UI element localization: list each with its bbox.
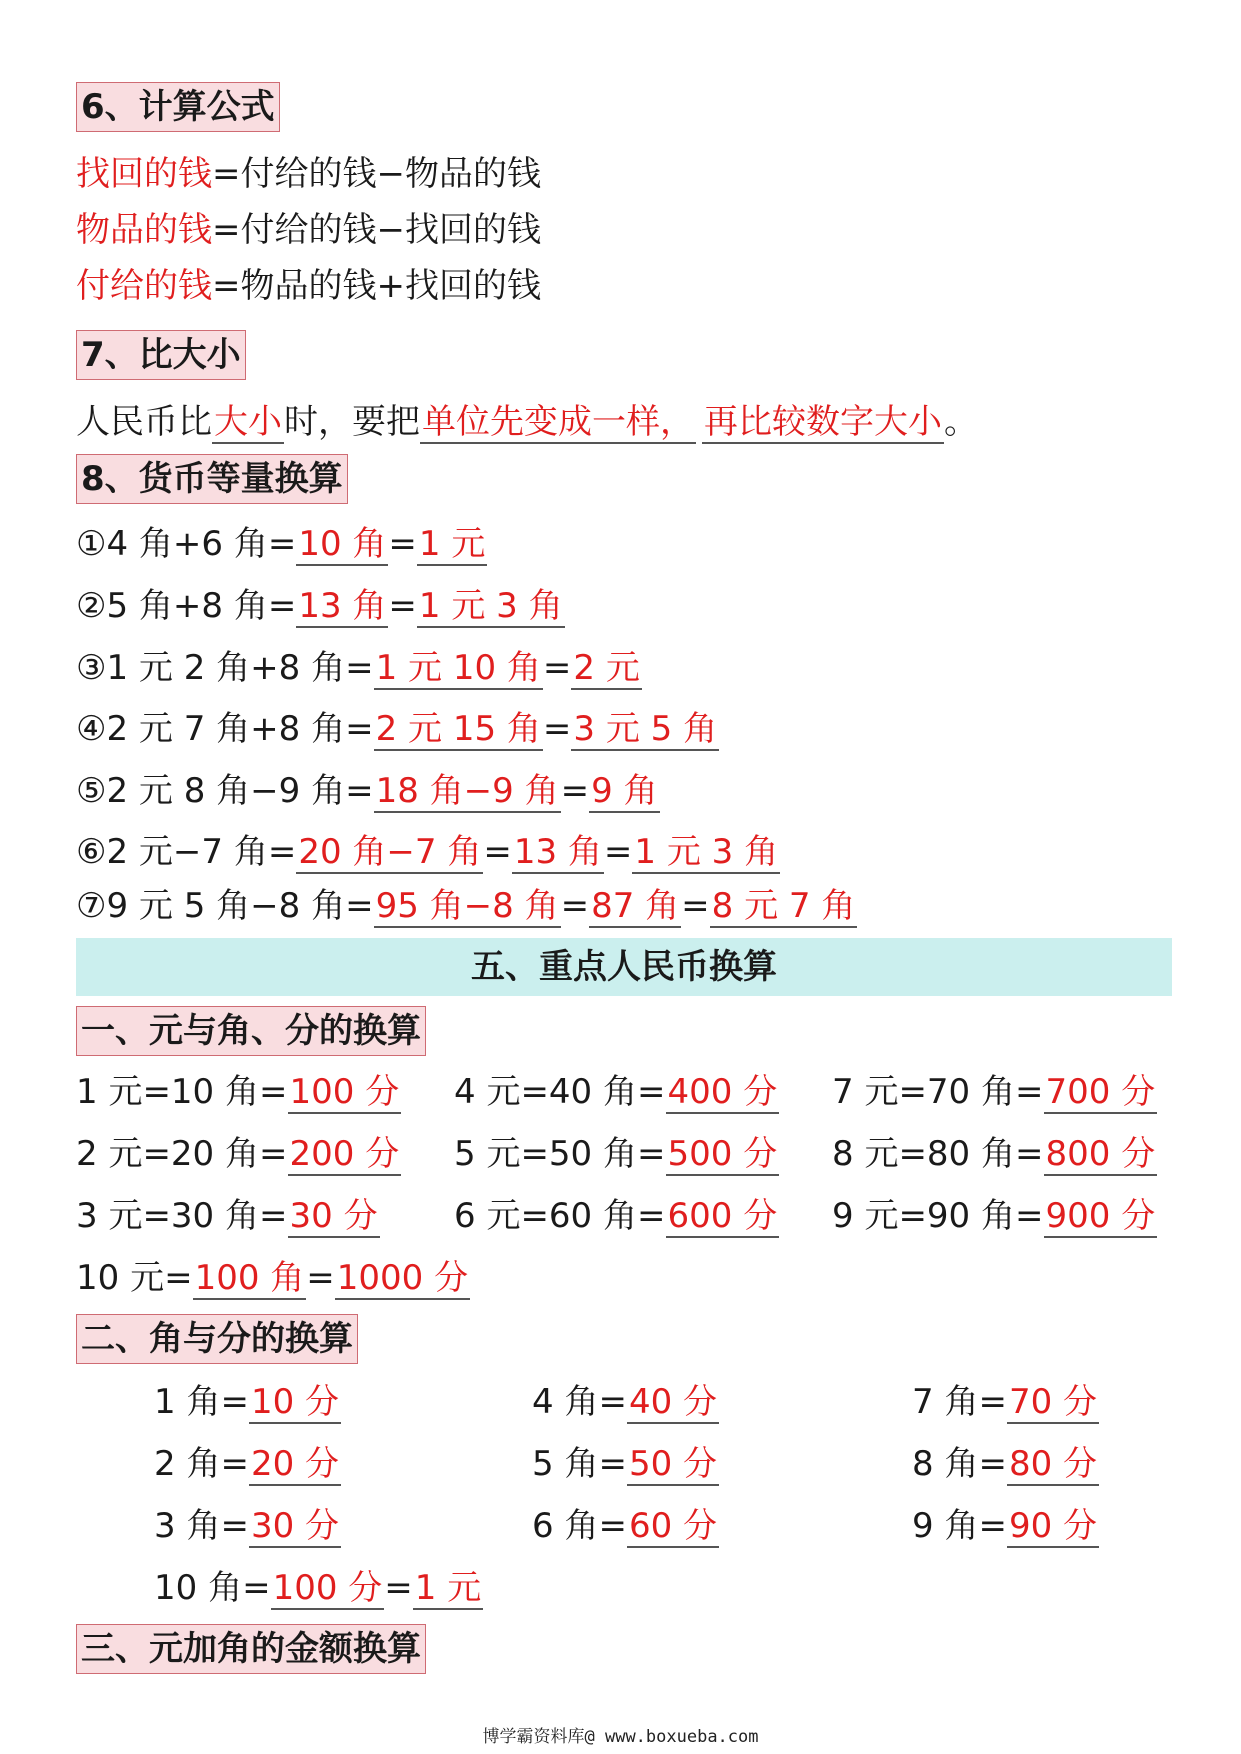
conversion-answer: 30 分 [289,1196,378,1236]
yuan-conversion-8 [832,1126,1157,1182]
compare-text-2: 时，要把 [284,402,420,442]
conversion-answer: 900 分 [1045,1196,1156,1236]
section-7-heading: 7、比大小 [76,330,246,380]
formula-3 [76,258,541,314]
equiv-question: ⑤2 元 8 角−9 角= [76,771,374,811]
yuan-conversion-5 [454,1126,779,1182]
conversion-question: 5 角= [532,1444,627,1484]
yuan-conversion-7 [832,1064,1157,1120]
formula-2 [76,202,541,258]
equiv-answer-2: 3 元 5 角 [573,709,718,749]
conversion-answer: 70 分 [1008,1382,1098,1422]
conversion-question: 1 角= [154,1382,249,1422]
equals: = [603,832,633,872]
equiv-answer-1: 20 角−7 角 [298,832,482,872]
equiv-answer-3: 1 元 3 角 [634,832,779,872]
equiv-answer-2: 1 元 [418,524,486,564]
equiv-answer-2: 13 角 [513,832,602,872]
jiao-conversion-4 [532,1374,719,1430]
part-1-heading: 一、元与角、分的换算 [76,1006,426,1056]
formula-2-subject: 物品的钱 [76,210,212,250]
equiv-row-6 [76,824,780,880]
conversion-answer: 90 分 [1008,1506,1098,1546]
yuan-conversion-2 [76,1126,401,1182]
equals: = [388,524,417,564]
conversion-answer: 50 分 [628,1444,718,1484]
conversion-question: 7 角= [912,1382,1007,1422]
equiv-question: ⑥2 元−7 角= [76,832,297,872]
equiv-answer-1: 1 元 10 角 [375,648,541,688]
yuan-conversion-6 [454,1188,779,1244]
equiv-question: ②5 角+8 角= [76,586,297,626]
jiao-conversion-7 [912,1374,1099,1430]
formula-3-subject: 付给的钱 [76,266,212,306]
compare-text-3: 。 [944,402,978,442]
conversion-question: 7 元=70 角= [832,1072,1044,1112]
conversion-answer: 10 分 [250,1382,340,1422]
conversion-question: 5 元=50 角= [454,1134,666,1174]
conversion-answer: 30 分 [250,1506,340,1546]
yuan-conversion-3 [76,1188,380,1244]
compare-answer-2: 单位先变成一样， [422,402,694,442]
conversion-answer: 40 分 [628,1382,718,1422]
part-2-heading: 二、角与分的换算 [76,1314,358,1364]
equals: = [542,648,572,688]
equiv-answer-1: 18 角−9 角 [375,771,559,811]
equiv-answer-1: 13 角 [298,586,387,626]
equiv-answer-1: 2 元 15 角 [375,709,541,749]
jiao-conversion-8 [912,1436,1099,1492]
equals: = [542,709,572,749]
compare-rule [76,394,978,450]
equals: = [681,886,710,926]
conversion-answer-2: 1 元 [414,1568,482,1608]
equiv-answer-1: 10 角 [298,524,387,564]
conversion-question: 8 元=80 角= [832,1134,1044,1174]
conversion-answer-1: 100 分 [272,1568,383,1608]
equiv-row-1 [76,516,487,572]
equiv-answer-1: 95 角−8 角 [375,886,559,926]
conversion-question: 6 元=60 角= [454,1196,666,1236]
formula-2-expression: =付给的钱−找回的钱 [212,210,541,250]
equiv-row-5 [76,763,660,819]
conversion-question: 6 角= [532,1506,627,1546]
compare-answer-1: 大小 [214,402,282,442]
equiv-question: ③1 元 2 角+8 角= [76,648,374,688]
jiao-conversion-1 [154,1374,341,1430]
conversion-answer: 100 分 [289,1072,400,1112]
conversion-question: 8 角= [912,1444,1007,1484]
conversion-question: 3 角= [154,1506,249,1546]
equiv-row-2 [76,578,565,634]
conversion-answer: 200 分 [289,1134,400,1174]
formula-3-expression: =物品的钱+找回的钱 [212,266,541,306]
equiv-answer-3: 8 元 7 角 [711,886,856,926]
compare-answer-3: 再比较数字大小 [704,402,942,442]
jiao-conversion-10 [154,1560,483,1616]
yuan-conversion-1 [76,1064,401,1120]
formula-1-expression: =付给的钱−物品的钱 [212,154,541,194]
equiv-row-7 [76,878,857,934]
jiao-conversion-3 [154,1498,341,1554]
jiao-conversion-5 [532,1436,719,1492]
conversion-question: 10 元= [76,1258,193,1298]
conversion-answer: 600 分 [667,1196,778,1236]
conversion-question: 10 角= [154,1568,271,1608]
conversion-question: 1 元=10 角= [76,1072,288,1112]
conversion-answer-1: 100 角 [194,1258,305,1298]
equiv-question: ④2 元 7 角+8 角= [76,709,374,749]
conversion-answer: 500 分 [667,1134,778,1174]
section-6-heading: 6、计算公式 [76,82,280,132]
conversion-question: 9 元=90 角= [832,1196,1044,1236]
equiv-answer-2: 2 元 [573,648,640,688]
equals: = [384,1568,413,1608]
part-3-heading: 三、元加角的金额换算 [76,1624,426,1674]
compare-text-1: 人民币比 [76,402,212,442]
equiv-answer-2: 87 角 [591,886,680,926]
equals: = [560,886,590,926]
equals: = [388,586,417,626]
conversion-question: 9 角= [912,1506,1007,1546]
equiv-question: ①4 角+6 角= [76,524,297,564]
conversion-answer: 20 分 [250,1444,340,1484]
equals: = [560,771,590,811]
equiv-row-3 [76,640,642,696]
conversion-answer: 60 分 [628,1506,718,1546]
jiao-conversion-6 [532,1498,719,1554]
equals: = [483,832,512,872]
section-banner: 五、重点人民币换算 [76,938,1172,996]
formula-1 [76,146,541,202]
yuan-conversion-10 [76,1250,470,1306]
equiv-answer-2: 1 元 3 角 [418,586,563,626]
conversion-question: 3 元=30 角= [76,1196,288,1236]
formula-1-subject: 找回的钱 [76,154,212,194]
jiao-conversion-2 [154,1436,341,1492]
section-8-heading: 8、货币等量换算 [76,454,348,504]
yuan-conversion-4 [454,1064,779,1120]
conversion-answer: 800 分 [1045,1134,1156,1174]
yuan-conversion-9 [832,1188,1157,1244]
conversion-question: 4 角= [532,1382,627,1422]
equiv-question: ⑦9 元 5 角−8 角= [76,886,374,926]
conversion-answer: 80 分 [1008,1444,1098,1484]
conversion-answer-2: 1000 分 [336,1258,469,1298]
conversion-question: 2 元=20 角= [76,1134,288,1174]
conversion-answer: 400 分 [667,1072,778,1112]
equiv-row-4 [76,701,719,757]
equiv-answer-2: 9 角 [591,771,658,811]
conversion-question: 2 角= [154,1444,249,1484]
jiao-conversion-9 [912,1498,1099,1554]
equals: = [306,1258,335,1298]
footer-watermark: 博学霸资料库@ www.boxueba.com [482,1727,759,1747]
conversion-question: 4 元=40 角= [454,1072,666,1112]
conversion-answer: 700 分 [1045,1072,1156,1112]
